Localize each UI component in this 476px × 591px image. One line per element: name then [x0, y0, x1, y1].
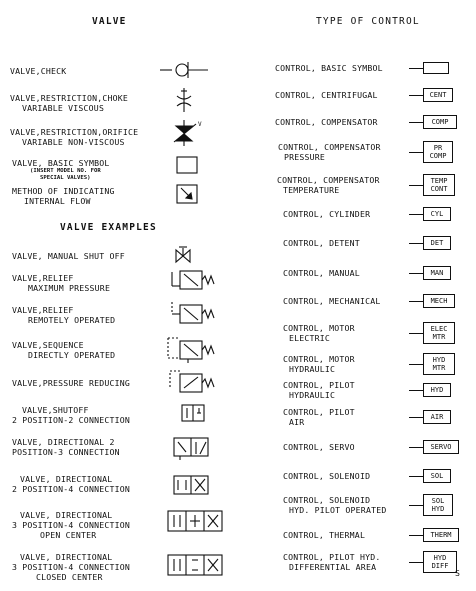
dir-2pos-3conn-label: VALVE, DIRECTIONAL 2 POSITION-3 CONNECTION	[12, 437, 120, 457]
control-symbol-box: SOL HYD	[423, 494, 453, 516]
valve-examples-header: VALVE EXAMPLES	[60, 222, 157, 233]
control-symbol-box: CENT	[423, 88, 453, 102]
control-lead-line	[409, 95, 423, 96]
control-lead-line	[409, 447, 423, 448]
manual-shutoff-symbol	[172, 244, 212, 264]
control-lead-line	[409, 185, 423, 186]
valve-flow-label: METHOD OF INDICATING INTERNAL FLOW	[12, 186, 115, 206]
control-symbol-box: THERM	[423, 528, 459, 542]
control-symbol-box: AIR	[423, 410, 451, 424]
control-label: CONTROL, MANUAL	[283, 268, 360, 278]
valve-orifice-label: VALVE,RESTRICTION,ORIFICE VARIABLE NON-VISCOUS	[10, 127, 139, 147]
sequence-valve-symbol	[166, 334, 220, 364]
control-symbol-box: HYD	[423, 383, 451, 397]
control-label: CONTROL, CYLINDER	[283, 209, 371, 219]
relief-max-label: VALVE,RELIEF MAXIMUM PRESSURE	[12, 273, 111, 293]
check-valve-symbol	[158, 58, 218, 82]
control-label: CONTROL, COMPENSATOR TEMPERATURE	[277, 175, 380, 195]
orifice-v-mark: V	[198, 121, 202, 128]
control-symbol-box: HYD DIFF	[423, 551, 457, 573]
control-label: CONTROL, MECHANICAL	[283, 296, 381, 306]
sequence-label: VALVE,SEQUENCE DIRECTLY OPERATED	[12, 340, 116, 360]
valve-check-label: VALVE,CHECK	[10, 66, 67, 76]
relief-remote-symbol	[168, 300, 220, 328]
control-label: CONTROL, COMPENSATOR	[275, 117, 378, 127]
control-label: CONTROL, THERMAL	[283, 530, 366, 540]
control-label: CONTROL, BASIC SYMBOL	[275, 63, 383, 73]
control-symbol-box: CYL	[423, 207, 451, 221]
control-label: CONTROL, COMPENSATOR PRESSURE	[278, 142, 381, 162]
relief-remote-label: VALVE,RELIEF REMOTELY OPERATED	[12, 305, 116, 325]
control-label: CONTROL, PILOT HYDRAULIC	[283, 380, 355, 400]
control-label: CONTROL, MOTOR ELECTRIC	[283, 323, 355, 343]
control-symbol-box: SOL	[423, 469, 451, 483]
pressure-reducing-symbol	[166, 368, 220, 398]
control-lead-line	[409, 364, 423, 365]
dir-2pos-4conn-label: VALVE, DIRECTIONAL 2 POSITION-4 CONNECTION	[12, 474, 130, 494]
control-label: CONTROL, SOLENOID HYD. PILOT OPERATED	[283, 495, 387, 515]
control-symbol-box: DET	[423, 236, 451, 250]
control-symbol-box	[423, 62, 449, 74]
shutoff-2pos-label: VALVE,SHUTOFF 2 POSITION-2 CONNECTION	[12, 405, 130, 425]
basic-valve-symbol	[176, 156, 200, 176]
control-symbol-box: MECH	[423, 294, 455, 308]
pressure-reducing-label: VALVE,PRESSURE REDUCING	[12, 378, 130, 388]
control-label: CONTROL, SERVO	[283, 442, 355, 452]
choke-valve-symbol	[172, 88, 202, 114]
control-lead-line	[409, 333, 423, 334]
control-symbol-box: HYD MTR	[423, 353, 455, 375]
control-lead-line	[409, 152, 423, 153]
manual-shutoff-label: VALVE, MANUAL SHUT OFF	[12, 251, 125, 261]
control-symbol-box: COMP	[423, 115, 457, 129]
control-symbol-box: ELEC MTR	[423, 322, 455, 344]
valve-choke-label: VALVE,RESTRICTION,CHOKE VARIABLE VISCOUS	[10, 93, 128, 113]
dir-2pos-4conn-symbol	[172, 472, 212, 500]
dir-3pos-closed-symbol	[164, 550, 228, 582]
control-label: CONTROL, SOLENOID	[283, 471, 371, 481]
dir-3pos-open-label: VALVE, DIRECTIONAL 3 POSITION-4 CONNECTION OPEN CENTER	[12, 510, 130, 540]
control-lead-line	[409, 476, 423, 477]
valve-header: VALVE	[92, 16, 127, 27]
dir-3pos-closed-label: VALVE, DIRECTIONAL 3 POSITION-4 CONNECTION CLOSED CENTER	[12, 552, 130, 582]
diff-suffix: S	[455, 568, 461, 578]
internal-flow-symbol	[176, 184, 200, 206]
dir-2pos-3conn-symbol	[172, 434, 212, 462]
control-symbol-box: MAN	[423, 266, 451, 280]
control-lead-line	[409, 301, 423, 302]
control-lead-line	[409, 243, 423, 244]
dir-3pos-open-symbol	[164, 506, 228, 538]
control-lead-line	[409, 535, 423, 536]
control-lead-line	[409, 273, 423, 274]
control-lead-line	[409, 122, 423, 123]
control-lead-line	[409, 214, 423, 215]
valve-basic-label: VALVE, BASIC SYMBOL	[12, 158, 110, 168]
control-symbol-box: PR COMP	[423, 141, 453, 163]
control-lead-line	[409, 417, 423, 418]
control-symbol-box: TEMP CONT	[423, 174, 455, 196]
type-of-control-header: TYPE OF CONTROL	[316, 16, 420, 27]
control-label: CONTROL, PILOT AIR	[283, 407, 355, 427]
control-lead-line	[409, 505, 423, 506]
control-lead-line	[409, 68, 423, 69]
relief-valve-symbol	[168, 268, 218, 294]
shutoff-2pos-symbol	[180, 402, 208, 426]
control-label: CONTROL, CENTRIFUGAL	[275, 90, 378, 100]
control-label: CONTROL, DETENT	[283, 238, 360, 248]
control-label: CONTROL, MOTOR HYDRAULIC	[283, 354, 355, 374]
control-label: CONTROL, PILOT HYD. DIFFERENTIAL AREA	[283, 552, 381, 572]
control-symbol-box: SERVO	[423, 440, 459, 454]
basic-note: (INSERT MODEL NO. FOR SPECIAL VALVES)	[30, 168, 101, 181]
control-lead-line	[409, 562, 423, 563]
control-lead-line	[409, 390, 423, 391]
